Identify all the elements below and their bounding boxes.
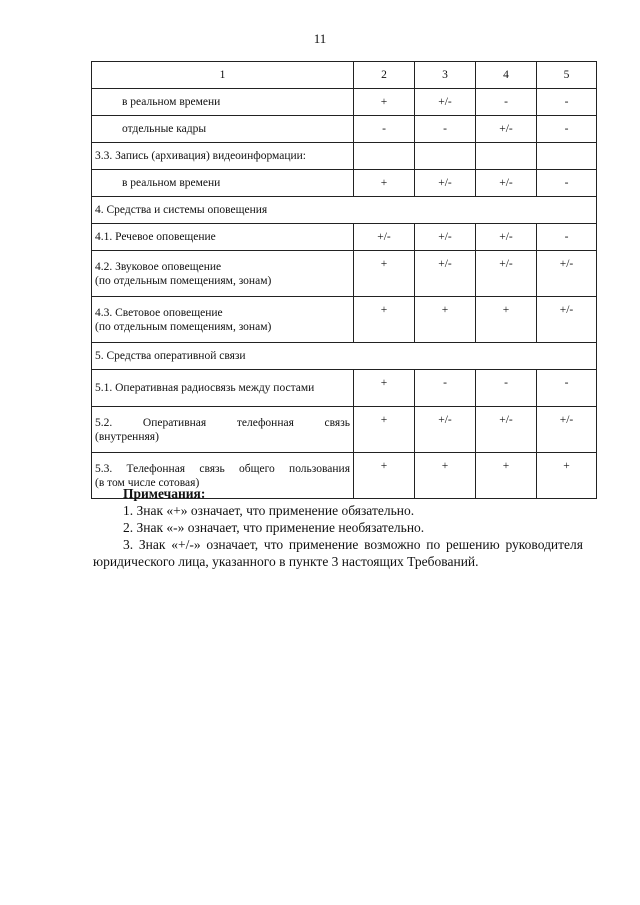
value-cell: + [354, 370, 415, 407]
value-cell: - [537, 370, 597, 407]
value-cell: +/- [415, 89, 476, 116]
page-number: 11 [313, 31, 327, 46]
value-cell: + [354, 170, 415, 197]
table-row [92, 251, 597, 297]
value-cell: - [537, 116, 597, 143]
note-item: 1. Знак «+» означает, что применение обязательно. [123, 503, 415, 518]
note-item: 3. Знак «+/-» означает, что применение возможно по решению руководителя юридического лица, указанного в пункте 3 настоящих Требований. [93, 537, 583, 569]
value-cell: +/- [537, 407, 597, 453]
row-label [92, 251, 354, 297]
row-label-line: (внутренняя) [95, 430, 159, 443]
value-cell: - [415, 370, 476, 407]
value-cell: +/- [537, 297, 597, 343]
row-label: в реальном времени [92, 170, 354, 197]
row-label-line: (по отдельным помещениям, зонам) [95, 320, 272, 333]
header-cell: 1 [92, 62, 354, 89]
value-cell: - [354, 116, 415, 143]
value-cell: + [354, 297, 415, 343]
value-cell: +/- [415, 170, 476, 197]
notes-title: Примечания: [123, 486, 206, 501]
row-label: в реальном времени [92, 89, 354, 116]
section-row [92, 197, 597, 224]
row-label [92, 297, 354, 343]
value-cell: +/- [415, 251, 476, 297]
value-cell: - [476, 89, 537, 116]
value-cell: - [537, 89, 597, 116]
section-row [92, 343, 597, 370]
value-cell [476, 143, 537, 170]
header-cell: 2 [354, 62, 415, 89]
row-label-line: (по отдельным помещениям, зонам) [95, 274, 272, 287]
value-cell: - [537, 170, 597, 197]
row-label-line: 5.2. Оперативная телефонная связь [95, 416, 350, 429]
value-cell: + [415, 297, 476, 343]
value-cell: - [476, 370, 537, 407]
value-cell: +/- [476, 170, 537, 197]
row-label-line: 4.2. Звуковое оповещение [95, 260, 222, 273]
value-cell: +/- [415, 407, 476, 453]
row-label-line: (в том числе сотовая) [95, 476, 200, 489]
section-label: 4. Средства и системы оповещения [92, 197, 597, 224]
header-cell: 4 [476, 62, 537, 89]
value-cell: + [354, 453, 415, 499]
row-label: отдельные кадры [92, 116, 354, 143]
value-cell: - [537, 224, 597, 251]
value-cell: +/- [476, 407, 537, 453]
table-row [92, 170, 597, 197]
header-cell: 5 [537, 62, 597, 89]
row-label: 3.3. Запись (архивация) видеоинформации: [92, 143, 354, 170]
value-cell [537, 143, 597, 170]
value-cell: +/- [415, 224, 476, 251]
value-cell: - [415, 116, 476, 143]
section-label: 5. Средства оперативной связи [92, 343, 597, 370]
table-row [92, 407, 597, 453]
requirements-table [91, 61, 597, 499]
notes-section [93, 485, 583, 570]
value-cell: + [354, 407, 415, 453]
row-label-line: 5.3. Телефонная связь общего пользования [95, 462, 350, 475]
value-cell: + [415, 453, 476, 499]
table-row [92, 370, 597, 407]
note-item: 2. Знак «-» означает, что применение необязательно. [123, 520, 425, 535]
table-row [92, 89, 597, 116]
value-cell: +/- [476, 251, 537, 297]
row-label [92, 407, 354, 453]
table-row [92, 297, 597, 343]
table-row [92, 143, 597, 170]
row-label-line: 4.3. Световое оповещение [95, 306, 223, 319]
value-cell [354, 143, 415, 170]
table-row [92, 116, 597, 143]
value-cell: +/- [476, 224, 537, 251]
row-label: 4.1. Речевое оповещение [92, 224, 354, 251]
header-cell: 3 [415, 62, 476, 89]
value-cell: + [354, 89, 415, 116]
value-cell: + [476, 453, 537, 499]
value-cell: + [476, 297, 537, 343]
row-label: 5.1. Оперативная радиосвязь между постами [92, 370, 354, 407]
value-cell: +/- [354, 224, 415, 251]
value-cell: +/- [476, 116, 537, 143]
table-row [92, 224, 597, 251]
value-cell [415, 143, 476, 170]
value-cell: + [354, 251, 415, 297]
value-cell: + [537, 453, 597, 499]
table-header-row [92, 62, 597, 89]
value-cell: +/- [537, 251, 597, 297]
